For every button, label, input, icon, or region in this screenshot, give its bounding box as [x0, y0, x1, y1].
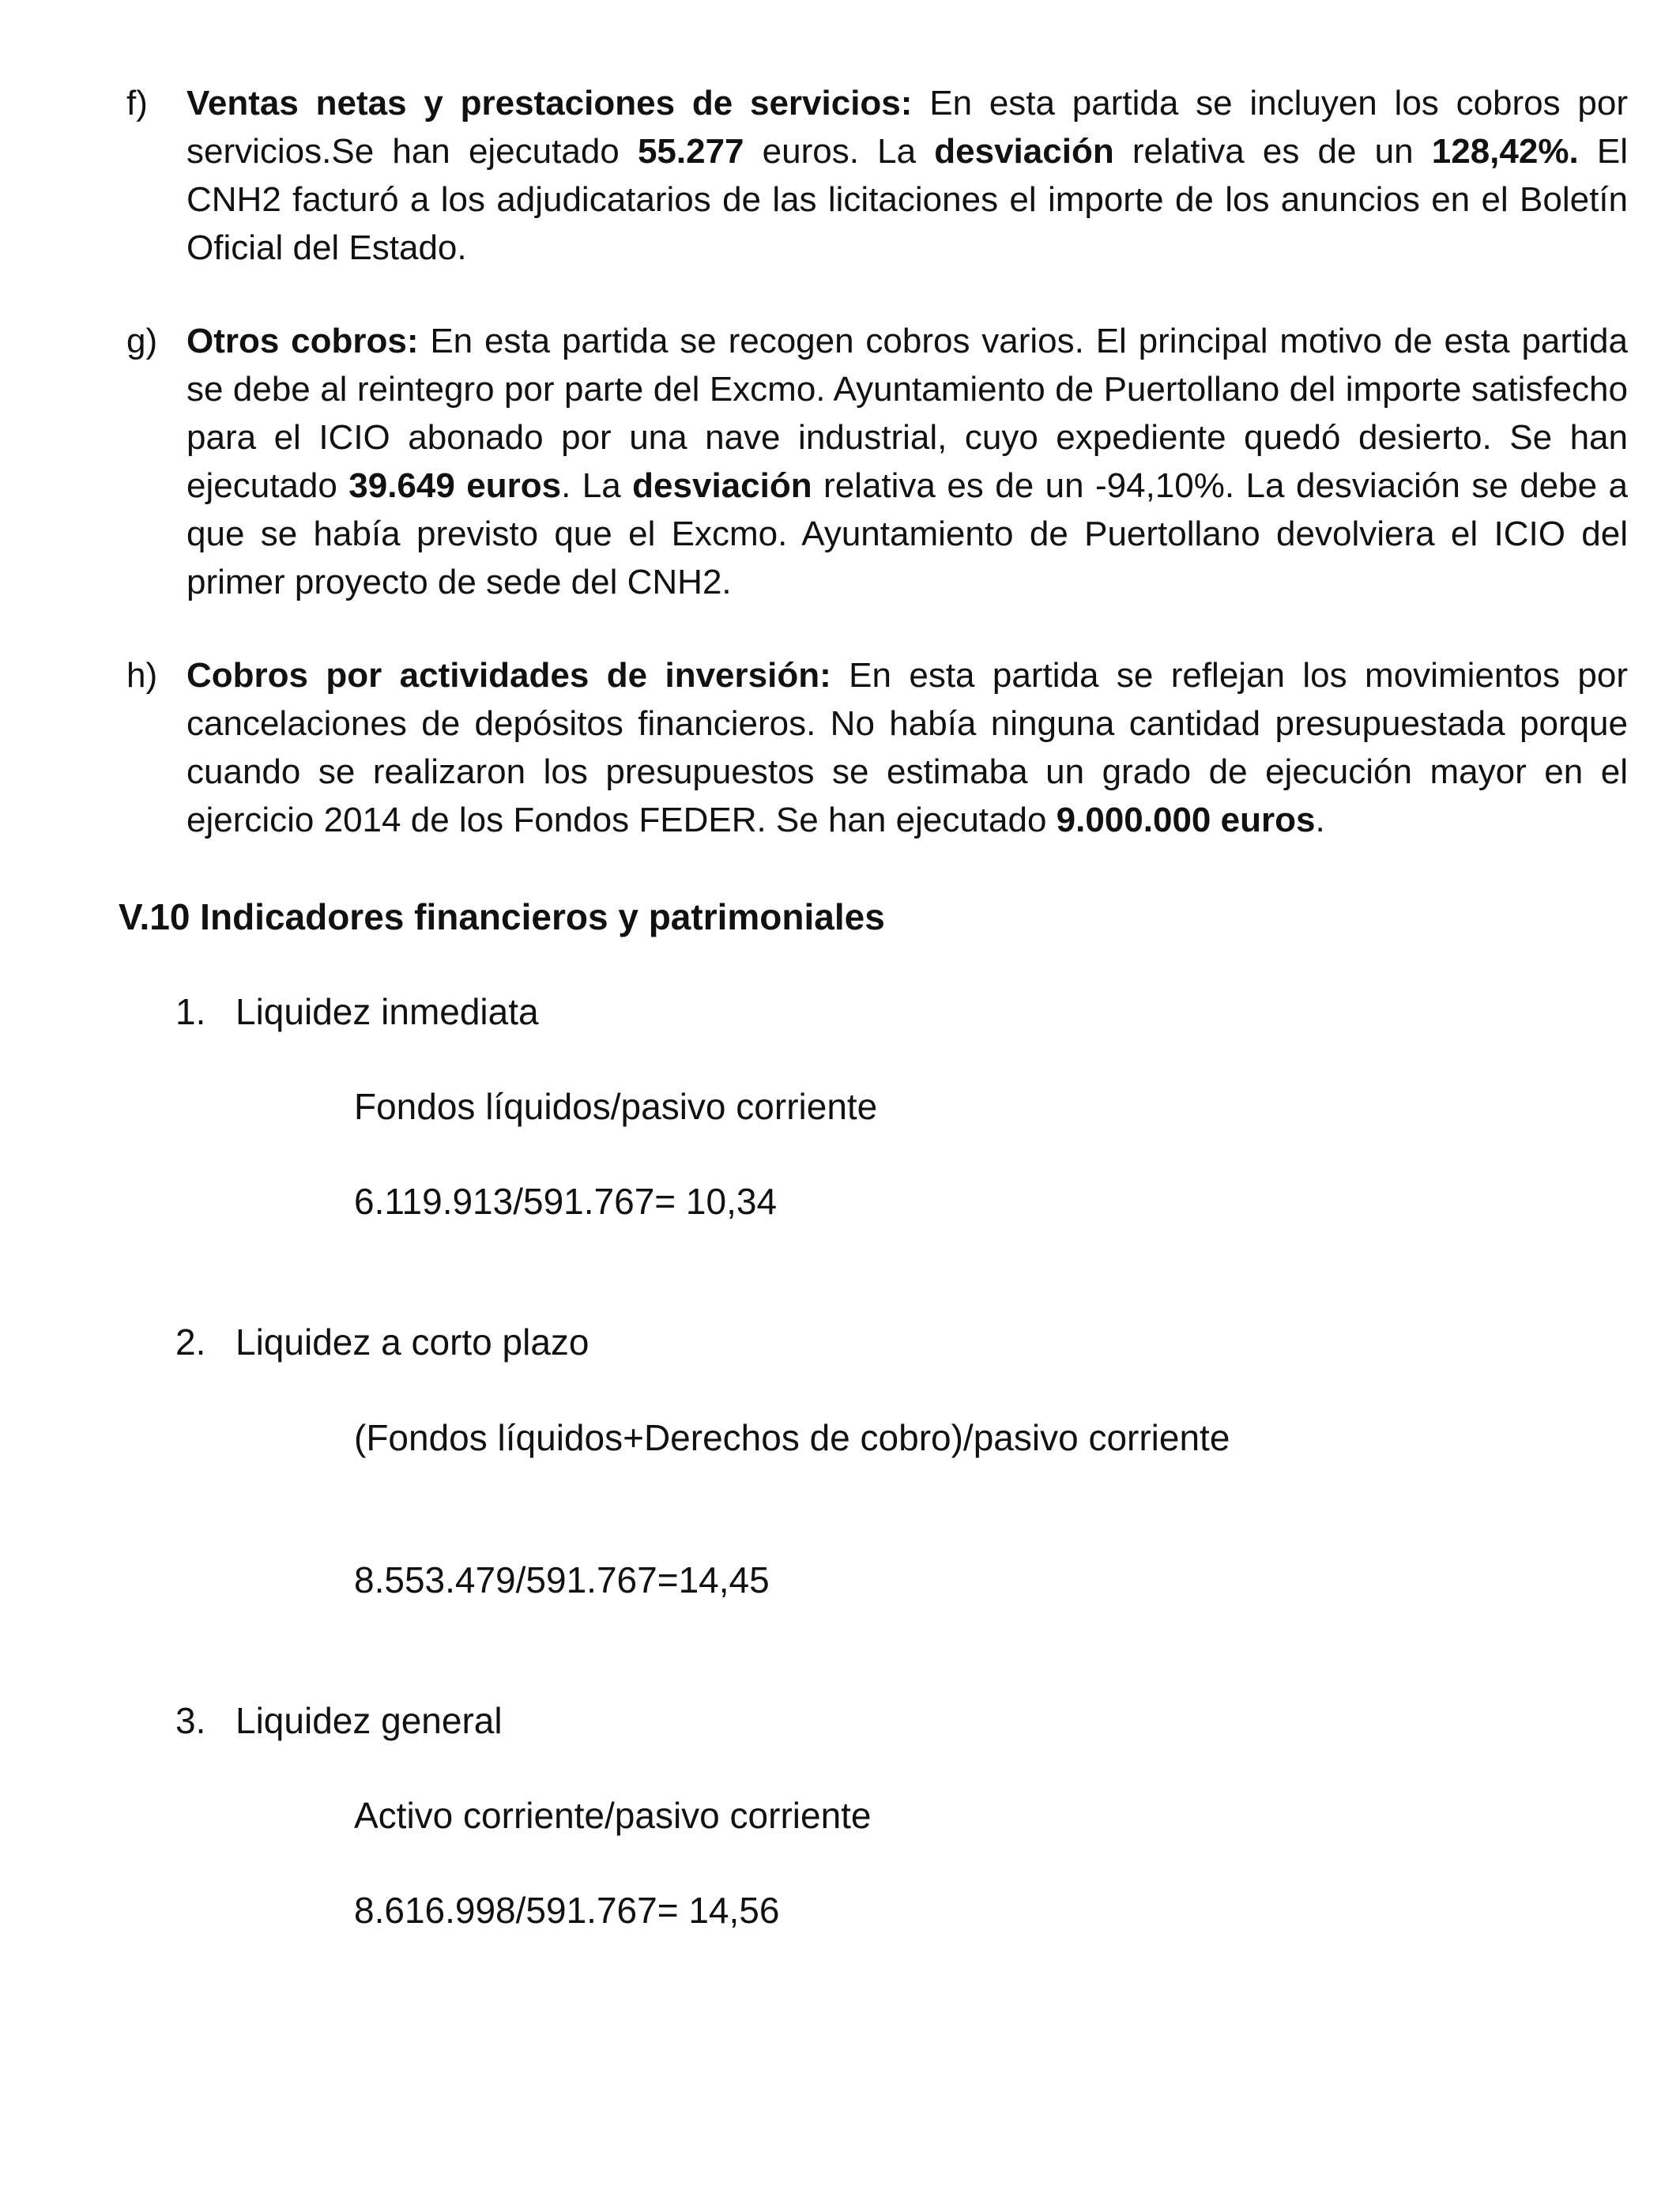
paragraph-f: [126, 79, 1628, 272]
indicator-number: 3.: [175, 1700, 206, 1741]
paragraph-body: [186, 317, 1628, 606]
paragraph-text: . La: [561, 466, 633, 505]
paragraph-text: euros. La: [744, 132, 935, 171]
deviation-value: 128,42%.: [1431, 132, 1579, 171]
indicator-3-result: 8.616.998/591.767= 14,56: [354, 1890, 780, 1931]
indicator-1-title: [175, 988, 539, 1035]
indicator-1-result: 6.119.913/591.767= 10,34: [354, 1181, 778, 1222]
indicator-label: Liquidez general: [235, 1700, 503, 1741]
paragraph-title: Ventas netas y prestaciones de servicios:: [186, 84, 913, 123]
indicator-number: 1.: [175, 991, 206, 1032]
indicator-number: 2.: [175, 1321, 206, 1363]
paragraph-text: En esta partida se incluyen los cobros por servicios.Se han ejecutado: [186, 84, 1629, 171]
indicator-label: Liquidez inmediata: [235, 991, 539, 1032]
amount-value: 9.000.000 euros: [1056, 801, 1316, 839]
list-marker: f): [126, 84, 148, 123]
paragraph-body: [186, 651, 1628, 844]
paragraph-g: [126, 317, 1628, 606]
indicator-2-title: [175, 1318, 590, 1366]
indicator-3-formula: Activo corriente/pasivo corriente: [354, 1795, 872, 1836]
indicator-1-formula: Fondos líquidos/pasivo corriente: [354, 1086, 878, 1127]
paragraph-body: [186, 79, 1628, 272]
amount-value: 39.649 euros: [348, 466, 562, 505]
amount-value: 55.277: [637, 132, 744, 171]
paragraph-title: Otros cobros:: [186, 322, 419, 360]
paragraph-text: El CNH2 facturó a los adjudicatarios de las licitaciones el importe de los anuncios en el Boletín Oficial del Estado.: [186, 132, 1628, 267]
indicator-2-formula: (Fondos líquidos+Derechos de cobro)/pasivo corriente: [354, 1417, 1230, 1458]
paragraph-title: Cobros por actividades de inversión:: [186, 656, 831, 695]
indicator-2-result: 8.553.479/591.767=14,45: [354, 1559, 770, 1600]
paragraph-text: relativa es de un -94,10%. La desviación se debe a que se había previsto que el Excmo. Ayuntamiento de Puertollano devolviera el ICIO del primer proyecto de sede del CNH2.: [186, 466, 1628, 601]
paragraph-text: relativa es de un: [1113, 132, 1432, 171]
indicator-label: Liquidez a corto plazo: [235, 1321, 590, 1363]
bold-term: desviación: [934, 132, 1114, 171]
list-marker: h): [126, 656, 158, 695]
paragraph-text: En esta partida se recogen cobros varios. El principal motivo de esta partida se debe al reintegro por parte del Excmo. Ayuntamiento de Puertollano del importe satisfecho para el ICIO abonado por una nave industrial, cuyo expediente quedó desierto. Se han ejecutado: [186, 322, 1629, 505]
list-marker: g): [126, 322, 158, 360]
section-heading: V.10 Indicadores financieros y patrimoniales: [119, 896, 885, 937]
paragraph-text: En esta partida se reflejan los movimientos por cancelaciones de depósitos financieros. No había ninguna cantidad presupuestada porque cuando se realizaron los presupuestos se estimaba un grado de ejecución mayor en el ejercicio 2014 de los Fondos FEDER. Se han ejecutado: [186, 656, 1628, 839]
indicator-3-title: [175, 1697, 503, 1744]
bold-term: desviación: [632, 466, 812, 505]
paragraph-h: [126, 651, 1628, 844]
paragraph-text: .: [1315, 801, 1325, 839]
